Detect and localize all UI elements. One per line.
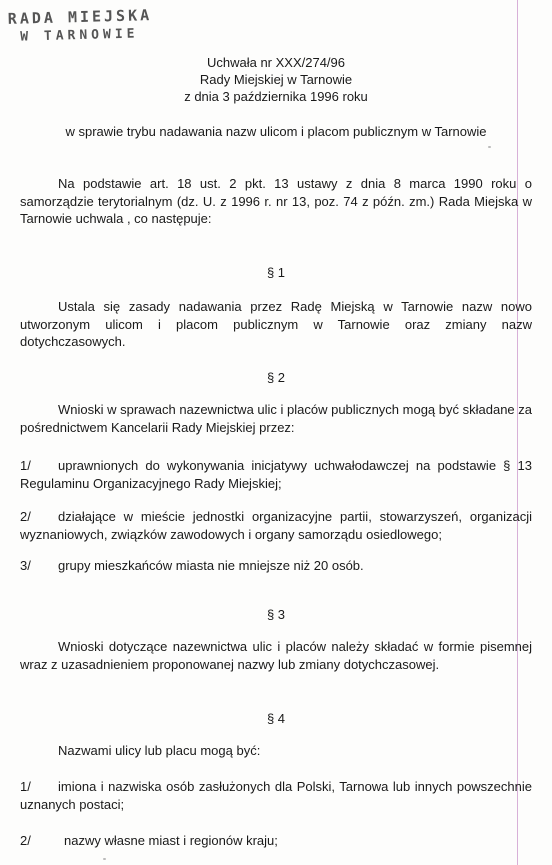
preamble: Na podstawie art. 18 ust. 2 pkt. 13 ustawy z dnia 8 marca 1990 roku o samorządzie terytorialnym (dz. U. z 1996 r. nr 13, poz. 74 z późn. zm.) Rada Miejska w Tarnowie uchwala , co następuje:	[20, 176, 532, 226]
section-4-heading: § 4	[266, 711, 286, 726]
section-3-heading: § 3	[266, 607, 286, 622]
scan-speck	[488, 146, 491, 148]
list-item-number: 1/	[20, 458, 31, 473]
section-4-intro: Nazwami ulicy lub placu mogą być:	[58, 743, 261, 758]
list-item: uprawnionych do wykonywania inicjatywy uchwałodawczej na podstawie § 13 Regulaminu Organizacyjnego Rady Miejskiej;	[20, 458, 532, 491]
section-1-heading: § 1	[266, 265, 286, 280]
resolution-number: Uchwała nr XXX/274/96	[206, 55, 346, 70]
resolution-subject: w sprawie trybu nadawania nazw ulicom i placom publicznym w Tarnowie	[65, 124, 487, 139]
stamp-line-2: W TARNOWIE	[20, 26, 139, 45]
list-item-number: 1/	[20, 779, 31, 794]
issuing-body: Rady Miejskiej w Tarnowie	[199, 72, 353, 87]
council-stamp	[8, 6, 153, 45]
list-item-number: 2/	[20, 833, 31, 848]
resolution-header	[0, 54, 552, 105]
list-item-number: 2/	[20, 509, 31, 524]
list-item: nazwy własne miast i regionów kraju;	[64, 833, 278, 848]
section-2-intro: Wnioski w sprawach nazewnictwa ulic i placów publicznych mogą być składane za pośrednictwem Kancelarii Rady Miejskiej przez:	[20, 402, 532, 435]
stamp-line-1: RADA MIEJSKA	[7, 6, 153, 28]
list-item: imiona i nazwiska osób zasłużonych dla Polski, Tarnowa lub innych powszechnie uznanych postaci;	[20, 779, 532, 812]
resolution-date: z dnia 3 października 1996 roku	[184, 89, 368, 104]
section-1-text: Ustala się zasady nadawania przez Radę Miejską w Tarnowie nazw nowo utworzonym ulicom i placom publicznym w Tarnowie oraz zmiany nazw dotychczasowych.	[20, 299, 532, 349]
list-item-number: 3/	[20, 558, 31, 573]
section-2-heading: § 2	[266, 370, 286, 385]
list-item: działające w mieście jednostki organizacyjne partii, stowarzyszeń, organizacji wyznaniowych, związków zawodowych i organy samorządu osiedlowego;	[20, 509, 532, 542]
section-3-text: Wnioski dotyczące nazewnictwa ulic i placów należy składać w formie pisemnej wraz z uzasadnieniem proponowanej nazwy lub zmiany dotychczasowej.	[20, 639, 532, 672]
list-item: grupy mieszkańców miasta nie mniejsze niż 20 osób.	[58, 558, 364, 573]
scan-speck	[103, 858, 106, 860]
